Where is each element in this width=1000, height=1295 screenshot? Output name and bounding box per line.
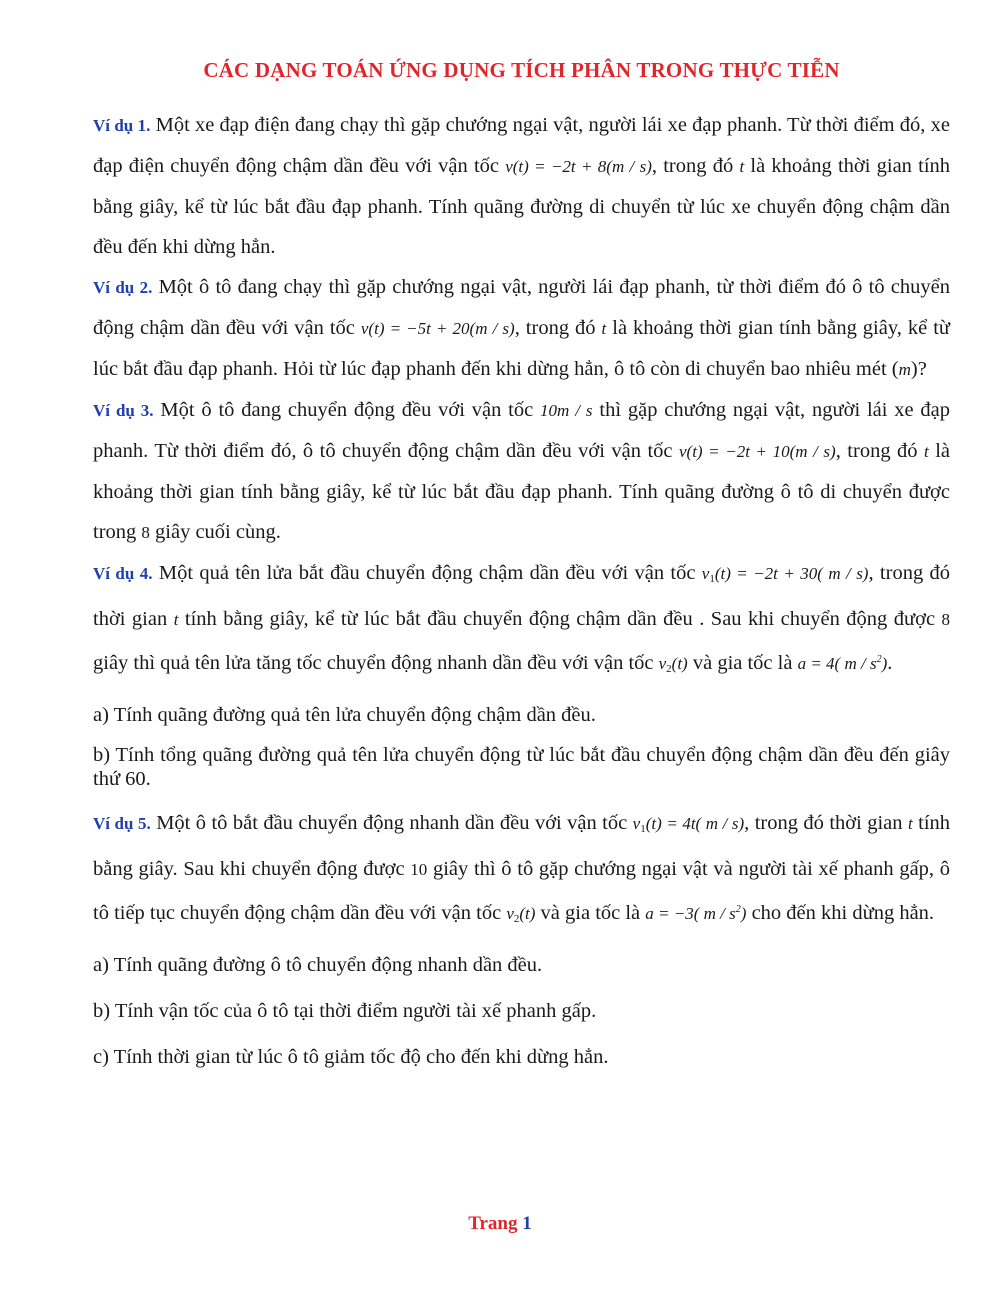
example-4-label: Ví dụ 4.: [93, 564, 153, 583]
example-2-label: Ví dụ 2.: [93, 278, 153, 297]
example-2-text-2: , trong đó: [514, 317, 596, 339]
example-2-text-1: Một ô tô đang chạy thì gặp chướng ngại vật, người lái đạp phanh, từ thời điểm đó ô tô chuyển động chậm dần đều với vận tốc: [93, 276, 950, 339]
example-4: [93, 553, 950, 689]
page-title: CÁC DẠNG TOÁN ỨNG DỤNG TÍCH PHÂN TRONG THỰC TIỄN: [203, 58, 840, 82]
example-3-formula-8: 8: [141, 523, 150, 542]
example-5-question-b: b) Tính vận tốc của ô tô tại thời điểm người tài xế phanh gấp.: [93, 1000, 597, 1022]
example-4-text-6: .: [887, 652, 893, 674]
example-3-formula-speed: 10m / s: [540, 401, 593, 420]
example-5: [93, 803, 950, 939]
example-3-text-2: thì gặp chướng ngại vật, người lái xe đạp phanh. Từ thời điểm đó, ô tô chuyển động chậm dần đều với vận tốc: [93, 399, 951, 462]
example-2-formula-m: m: [898, 360, 911, 379]
page-number: 1: [522, 1213, 532, 1234]
example-5-text-5: và gia tốc là: [540, 902, 641, 924]
example-5-text-4: giây thì ô tô gặp chướng ngại vật và người tài xế phanh gấp, ô tô tiếp tục chuyển động chậm dần đều với vận tốc: [93, 858, 950, 924]
page-number-label: Trang: [468, 1213, 518, 1234]
example-4-formula-t: t: [173, 610, 179, 629]
example-5-formula-10: 10: [410, 860, 428, 879]
example-4-formula-v2: $v_2(t)$: [658, 654, 688, 675]
example-4-formula-8: 8: [941, 610, 950, 629]
example-5-formula-accel: a = −3( m / $s^2$): [645, 904, 747, 923]
example-3-formula-t: t: [924, 442, 929, 461]
example-2-formula-velocity: v(t) = −5t + 20(m / s): [360, 319, 515, 338]
example-4-formula-v1: $v_1(t) = -2t + 30$( m / s): [701, 564, 869, 585]
example-4-question-b: b) Tính tổng quãng đường quả tên lửa chuyển động từ lúc bắt đầu chuyển động chậm dần đều đến giây thứ 60.: [93, 744, 950, 790]
example-1-text-1: Một xe đạp điện đang chạy thì gặp chướng ngại vật, người lái xe đạp phanh. Từ thời điểm đó, xe đạp điện chuyển động chậm dần đều với vận tốc: [93, 114, 951, 177]
example-5-formula-v1: $v_1(t) = 4t$( m / s): [632, 814, 745, 835]
example-3: [93, 390, 950, 553]
example-1-text-3: là khoảng thời gian tính bằng giây, kể từ lúc bắt đầu đạp phanh. Tính quãng đường di chuyển từ lúc xe chuyển động chậm dần đều đến khi dừng hẳn.: [93, 155, 951, 258]
example-1-formula-t: t: [739, 157, 745, 176]
example-5-question-a: a) Tính quãng đường ô tô chuyển động nhanh dần đều.: [93, 954, 543, 976]
example-5-text-6: cho đến khi dừng hẳn.: [751, 902, 935, 924]
example-1-formula-velocity: v(t) = −2t + 8(m / s): [505, 157, 652, 176]
example-2: [93, 267, 950, 390]
example-4-formula-accel: a = 4( m / $s^2$): [797, 654, 888, 673]
example-4-text-1: Một quả tên lửa bắt đầu chuyển động chậm dần đều với vận tốc: [158, 562, 696, 584]
example-5-text-3: tính bằng giây. Sau khi chuyển động được: [93, 812, 951, 880]
example-5-formula-v2: $v_2(t)$: [506, 904, 536, 925]
example-5-label: Ví dụ 5.: [93, 814, 151, 833]
example-1-text-2: , trong đó: [651, 155, 734, 177]
example-1: [93, 105, 950, 267]
example-4-text-5: và gia tốc là: [692, 652, 793, 674]
page-footer: [0, 1213, 1000, 1235]
example-5-formula-t: t: [907, 814, 913, 833]
document-page: [93, 58, 950, 1077]
example-3-formula-velocity: v(t) = −2t + 10(m / s): [679, 442, 836, 461]
example-3-text-1: Một ô tô đang chuyển động đều với vận tốc: [160, 399, 534, 421]
example-2-text-3: là khoảng thời gian tính bằng giây, kể từ lúc bắt đầu đạp phanh. Hỏi từ lúc đạp phanh đến khi dừng hẳn, ô tô còn di chuyển bao nhiêu mét (: [93, 317, 951, 380]
example-3-text-4: là khoảng thời gian tính bằng giây, kể từ lúc bắt đầu đạp phanh. Tính quãng đường ô tô di chuyển được trong: [93, 440, 951, 543]
example-5-text-1: Một ô tô bắt đầu chuyển động nhanh dần đều với vận tốc: [156, 812, 628, 834]
example-3-text-5: giây cuối cùng.: [155, 521, 281, 543]
example-1-label: Ví dụ 1.: [93, 116, 151, 135]
example-4-text-3: tính bằng giây, kể từ lúc bắt đầu chuyển động chậm dần đều . Sau khi chuyển động được: [184, 608, 936, 630]
example-4-text-4: giây thì quả tên lửa tăng tốc chuyển động nhanh dần đều với vận tốc: [93, 652, 654, 674]
example-3-text-3: , trong đó: [835, 440, 918, 462]
example-5-text-2: , trong đó thời gian: [744, 812, 903, 834]
example-2-formula-t: t: [601, 319, 607, 338]
example-2-text-4: )?: [910, 358, 927, 380]
example-3-label: Ví dụ 3.: [93, 401, 154, 420]
example-5-question-c: c) Tính thời gian từ lúc ô tô giảm tốc độ cho đến khi dừng hẳn.: [93, 1046, 609, 1068]
example-4-question-a: a) Tính quãng đường quả tên lửa chuyển động chậm dần đều.: [93, 704, 596, 726]
example-4-text-2: , trong đó thời gian: [93, 562, 950, 630]
